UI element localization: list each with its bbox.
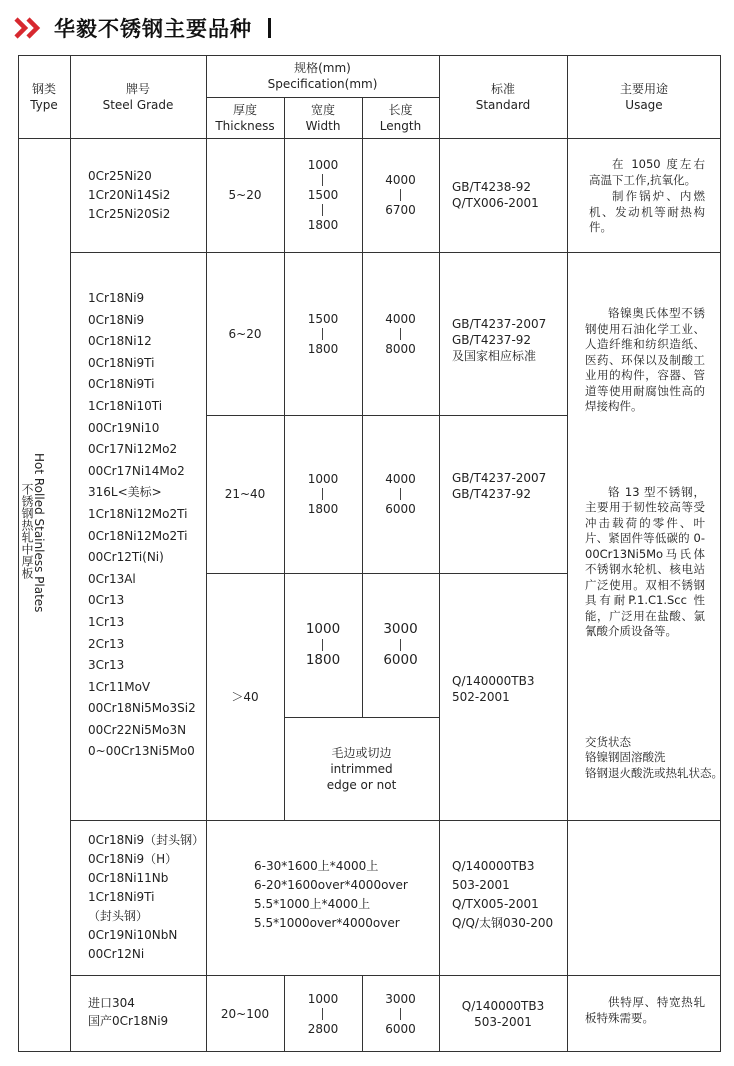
usage-text: 在 1050 度左右高温下工作,抗氧化。 <box>589 157 705 187</box>
grade-item: 0Cr17Ni12Mo2 <box>88 442 178 457</box>
standard-item: GB/T4237-92 <box>452 487 532 501</box>
grade-item: 00Cr18Ni5Mo3Si2 <box>88 701 196 716</box>
header-type-cn: 钢类 <box>31 81 56 96</box>
edge-text: intrimmed <box>330 761 393 776</box>
grade-item: 进口304 <box>88 996 135 1010</box>
row3-specs <box>254 857 408 933</box>
range-value: 6000 <box>385 502 416 516</box>
standard-item: Q/140000TB3 <box>452 674 535 688</box>
range-separator <box>400 1008 401 1020</box>
range-separator <box>322 204 323 216</box>
row2c-standard <box>452 673 535 705</box>
standard-item: GB/T4238-92 <box>452 180 532 194</box>
grade-item: 1Cr18Ni9 <box>88 291 145 305</box>
steel-grades-table <box>18 55 721 1052</box>
usage-text: 铬镍奥氏体型不锈钢使用石油化学工业、人造纤维和纺织造纸、医药、环保以及制酸工业用的构件，容器、管道等使用耐腐蚀性高的焊接构件。 <box>585 306 705 413</box>
row4-thickness: 20~100 <box>220 1006 270 1021</box>
row2b-standard <box>452 470 546 502</box>
range-value: 1500 <box>307 188 339 202</box>
range-separator <box>400 488 401 500</box>
header-spec-en: Specification(mm) <box>267 77 378 91</box>
grade-item: 0Cr19Ni10NbN <box>88 928 178 942</box>
standard-item: Q/140000TB3 <box>461 998 545 1013</box>
range-value: 4000 <box>385 311 416 326</box>
header-grade <box>70 55 206 138</box>
row1-standard <box>452 179 539 211</box>
standard-item: 502-2001 <box>452 690 510 704</box>
range-value: 1500 <box>307 311 339 326</box>
grade-item: 00Cr19Ni10 <box>88 420 160 435</box>
header-standard <box>439 55 567 138</box>
row1-usage <box>589 157 705 236</box>
row2b-width <box>284 415 362 573</box>
header-usage-en: Usage <box>625 97 663 112</box>
grade-item: 00Cr17Ni14Mo2 <box>88 463 185 478</box>
spec-item: 6-20*1600over*4000over <box>254 878 408 892</box>
grade-item: 1Cr25Ni20Si2 <box>88 207 171 221</box>
row3-standard <box>452 857 553 933</box>
row4-usage <box>585 995 705 1026</box>
grade-item: 1Cr18Ni9Ti <box>88 890 155 904</box>
row2c-width <box>284 573 362 717</box>
group2-usage <box>585 306 723 781</box>
row1-grades <box>88 167 170 224</box>
standard-item: Q/140000TB3 <box>452 859 535 873</box>
standard-item: GB/T4237-2007 <box>452 471 547 485</box>
header-usage-cn: 主要用途 <box>619 81 668 96</box>
range-separator <box>322 639 323 651</box>
grade-item: 0Cr18Ni9 <box>88 312 145 327</box>
grade-item: 1Cr18Ni10Ti <box>88 398 163 413</box>
header-grade-cn: 牌号 <box>125 81 150 96</box>
range-separator <box>322 174 323 186</box>
grade-item: 0Cr18Ni11Nb <box>88 871 169 885</box>
grade-item: 0Cr18Ni9（封头钢） <box>88 833 205 847</box>
spec-item: 5.5*1000over*4000over <box>254 916 400 930</box>
grade-item: 00Cr12Ni <box>88 947 145 961</box>
standard-item: Q/Q/太钢030-200 <box>452 916 554 930</box>
edge-text: edge or not <box>326 777 397 792</box>
header-thickness <box>206 97 284 138</box>
header-type-en: Type <box>30 97 58 112</box>
grade-item: 0~00Cr13Ni5Mo0 <box>88 744 195 759</box>
grade-item: 0Cr18Ni12 <box>88 334 152 349</box>
header-thickness-en: Thickness <box>215 118 275 133</box>
header-usage <box>567 55 721 138</box>
range-value: 8000 <box>385 341 416 356</box>
type-label-cn: 不锈钢热轧中厚板 <box>20 483 34 579</box>
grade-item: 0Cr13 <box>88 593 125 608</box>
grade-item: 316L<美标> <box>88 485 162 500</box>
header-thickness-cn: 厚度 <box>232 102 257 117</box>
standard-item: GB/T4237-92 <box>452 333 532 347</box>
header-spec-cn: 规格(mm) <box>294 61 351 75</box>
grade-item: 0Cr18Ni9Ti <box>88 377 155 392</box>
row3-grades <box>88 831 204 964</box>
row4-standard <box>439 975 567 1052</box>
row1-width <box>284 138 362 252</box>
header-width-en: Width <box>305 118 341 133</box>
row1-thickness: 5~20 <box>228 188 262 202</box>
row2a-width <box>284 252 362 415</box>
range-value: 3000 <box>383 621 418 637</box>
range-separator <box>400 328 401 340</box>
header-standard-en: Standard <box>475 97 531 112</box>
header-standard-cn: 标准 <box>490 81 515 96</box>
grade-item: 1Cr18Ni12Mo2Ti <box>88 506 188 521</box>
row4-length <box>362 975 439 1052</box>
grade-item: 0Cr25Ni20 <box>88 169 152 183</box>
row2c-edge <box>284 717 439 820</box>
usage-text: 交货状态 铬镍钢固溶酸洗 铬钢退火酸洗或热轧状态。 <box>585 734 723 780</box>
row4-grades <box>88 994 168 1030</box>
header-width-cn: 宽度 <box>310 102 335 117</box>
row1-length <box>362 138 439 252</box>
grade-item: 0Cr18Ni9Ti <box>88 355 155 370</box>
spec-item: 6-30*1600上*4000上 <box>254 859 379 873</box>
range-value: 6000 <box>385 1021 416 1036</box>
range-value: 6700 <box>385 203 416 217</box>
grade-item: 00Cr12Ti(Ni) <box>88 550 164 565</box>
header-grade-en: Steel Grade <box>102 97 174 112</box>
standard-item: 及国家相应标准 <box>452 349 537 363</box>
range-separator <box>400 189 401 201</box>
range-value: 4000 <box>385 173 416 187</box>
row2c-length <box>362 573 439 717</box>
row2a-standard <box>452 316 546 364</box>
grade-item: 国产0Cr18Ni9 <box>88 1014 169 1028</box>
range-value: 1800 <box>307 341 339 356</box>
type-label-en: Hot Rolled Stainless Plates <box>32 453 46 613</box>
header-length-cn: 长度 <box>388 102 413 117</box>
range-value: 4000 <box>385 472 416 486</box>
grade-item: 1Cr13 <box>88 614 125 629</box>
usage-text: 供特厚、特宽热轧板特殊需要。 <box>585 995 705 1025</box>
range-separator <box>400 639 401 651</box>
page-title: 华毅不锈钢主要品种 <box>54 17 252 41</box>
standard-item: 503-2001 <box>452 878 510 892</box>
grade-item: 0Cr18Ni9（H） <box>88 852 178 866</box>
standard-item: 503-2001 <box>474 1014 532 1029</box>
range-value: 1000 <box>307 991 339 1006</box>
standard-item: GB/T4237-2007 <box>452 317 547 331</box>
grade-item: 0Cr18Ni12Mo2Ti <box>88 528 188 543</box>
grade-item: 1Cr20Ni14Si2 <box>88 188 171 202</box>
row2c-thickness: ＞40 <box>231 689 259 704</box>
grade-item: 1Cr11MoV <box>88 679 151 694</box>
usage-text: 铬 13 型不锈钢，主要用于韧性较高等受冲击载荷的零件、叶片、紧固件等低碳的 0-00Cr13Ni5Mo马氏体不锈钢水轮机、核电站广泛使用。双相不锈钢具有耐P.1.C1.Scc 性能，广泛用在盐酸、氯氰酸介质设备等。 <box>585 484 705 638</box>
header-length-en: Length <box>379 118 422 133</box>
range-value: 6000 <box>383 652 418 668</box>
double-chevron-icon <box>14 17 44 39</box>
title-divider <box>268 18 271 38</box>
spec-item: 5.5*1000上*4000上 <box>254 897 371 911</box>
row2b-length <box>362 415 439 573</box>
range-value: 1800 <box>307 218 339 232</box>
grade-item: （封头钢） <box>88 909 149 923</box>
range-value: 3000 <box>385 991 416 1006</box>
range-separator <box>322 488 323 500</box>
row2b-thickness: 21~40 <box>224 487 266 501</box>
row2a-thickness: 6~20 <box>228 326 262 341</box>
header-width <box>284 97 362 138</box>
grade-item: 00Cr22Ni5Mo3N <box>88 722 187 737</box>
standard-item: Q/TX006-2001 <box>452 196 539 210</box>
edge-text: 毛边或切边 <box>331 745 392 760</box>
range-value: 1800 <box>307 502 339 516</box>
range-value: 1000 <box>307 472 339 486</box>
header-spec <box>206 55 439 97</box>
header-length <box>362 97 439 138</box>
range-separator <box>322 1008 323 1020</box>
standard-item: Q/TX005-2001 <box>452 897 539 911</box>
usage-text: 制作锅炉、内燃机、发动机等耐热构件。 <box>589 189 705 234</box>
range-value: 1000 <box>305 621 341 637</box>
range-value: 2800 <box>307 1021 339 1036</box>
header-type <box>18 55 70 138</box>
range-value: 1000 <box>307 158 339 172</box>
grade-item: 2Cr13 <box>88 636 125 651</box>
group2-grades <box>88 288 196 763</box>
range-value: 1800 <box>305 652 341 668</box>
grade-item: 3Cr13 <box>88 658 125 673</box>
row2a-length <box>362 252 439 415</box>
page-header <box>14 10 271 46</box>
grade-item: 0Cr13Al <box>88 571 136 586</box>
range-separator <box>322 328 323 340</box>
row4-width <box>284 975 362 1052</box>
